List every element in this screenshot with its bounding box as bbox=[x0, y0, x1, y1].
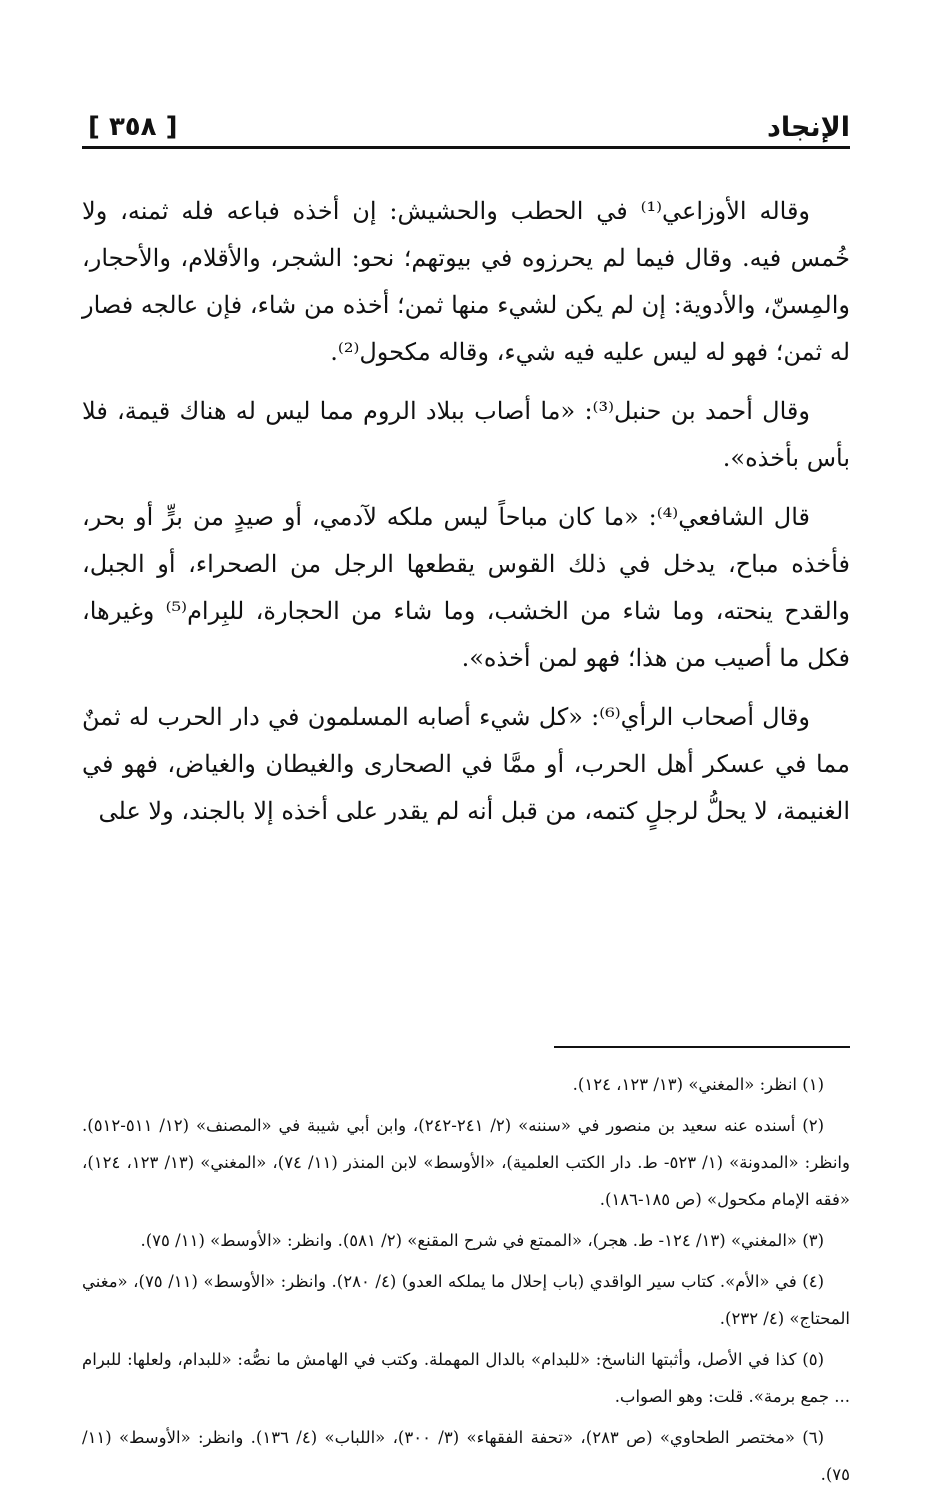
page-header bbox=[82, 112, 850, 148]
paragraph-awzai: وقاله الأوزاعي⁽¹⁾ في الحطب والحشيش: إن أخذه فباعه فله ثمنه، ولا خُمس فيه. وقال فيما لم يحرزوه في بيوتهم؛ نحو: الشجر، والأقلام، والأحجار، والمِسنّ، والأدوية: إن لم يكن لشيء منها ثمن؛ أخذه من شاء، فإن عالجه فصار له ثمن؛ فهو له ليس عليه فيه شيء، وقاله مكحول⁽²⁾. bbox=[82, 197, 850, 366]
footnote-6: (٦) «مختصر الطحاوي» (ص ٢٨٣)، «تحفة الفقهاء» (٣/ ٣٠٠)، «اللباب» (٤/ ١٣٦). وانظر: «الأوسط» (١١/ ٧٥). bbox=[82, 1428, 850, 1484]
footnotes bbox=[82, 1066, 850, 1497]
paragraph-shafii: قال الشافعي⁽⁴⁾: «ما كان مباحاً ليس ملكه لآدمي، أو صيدٍ من برٍّ أو بحر، فأخذه مباح، يدخل في ذلك القوس يقطعها الرجل من الصحراء، أو الجبل، والقدح ينحته، وما شاء من الخشب، وما شاء من الحجارة، للبِرام⁽⁵⁾ وغيرها، فكل ما أصيب من هذا؛ فهو لمن أخذه». bbox=[82, 503, 850, 672]
book-title: الإنجاد bbox=[767, 112, 850, 143]
footnote-4: (٤) في «الأم». كتاب سير الواقدي (باب إحلال ما يملكه العدو) (٤/ ٢٨٠). وانظر: «الأوسط» (١١/ ٧٥)، «مغني المحتاج» (٤/ ٢٣٢). bbox=[82, 1272, 850, 1328]
header-rule bbox=[82, 146, 850, 149]
page-number: [ ٣٥٨ ] bbox=[88, 112, 178, 142]
book-page bbox=[82, 0, 850, 1490]
footnote-1: (١) انظر: «المغني» (١٣/ ١٢٣، ١٢٤). bbox=[572, 1075, 824, 1094]
paragraph-ahmad: وقال أحمد بن حنبل⁽³⁾: «ما أصاب ببلاد الروم مما ليس له هناك قيمة، فلا بأس بأخذه». bbox=[82, 397, 850, 472]
footnote-rule bbox=[554, 1046, 850, 1048]
footnote-2: (٢) أسنده عنه سعيد بن منصور في «سننه» (٢/ ٢٤١-٢٤٢)، وابن أبي شيبة في «المصنف» (١٢/ ٥١١-٥١٢). وانظر: «المدونة» (١/ ٥٢٣- ط. دار الكتب العلمية)، «الأوسط» لابن المنذر (١١/ ٧٤)، «المغني» (١٣/ ١٢٣، ١٢٤)، «فقه الإمام مكحول» (ص ١٨٥-١٨٦). bbox=[82, 1116, 850, 1209]
paragraph-ashab-al-ray: وقال أصحاب الرأي⁽⁶⁾: «كل شيء أصابه المسلمون في دار الحرب له ثمنٌ مما في عسكر أهل الحرب، أو ممَّا في الصحارى والغيطان والغياض، فهو في الغنيمة، لا يحلُّ لرجلٍ كتمه، من قبل أنه لم يقدر على أخذه إلا بالجند، ولا على bbox=[82, 703, 850, 825]
main-text bbox=[82, 188, 850, 847]
footnote-3: (٣) «المغني» (١٣/ ١٢٤- ط. هجر)، «الممتع في شرح المقنع» (٢/ ٥٨١). وانظر: «الأوسط» (١١/ ٧٥). bbox=[140, 1231, 824, 1250]
footnote-5: (٥) كذا في الأصل، وأثبتها الناسخ: «للبدام» بالدال المهملة. وكتب في الهامش ما نصُّه: «للبدام، ولعلها: للبرام ... جمع برمة». قلت: وهو الصواب. bbox=[82, 1350, 850, 1406]
